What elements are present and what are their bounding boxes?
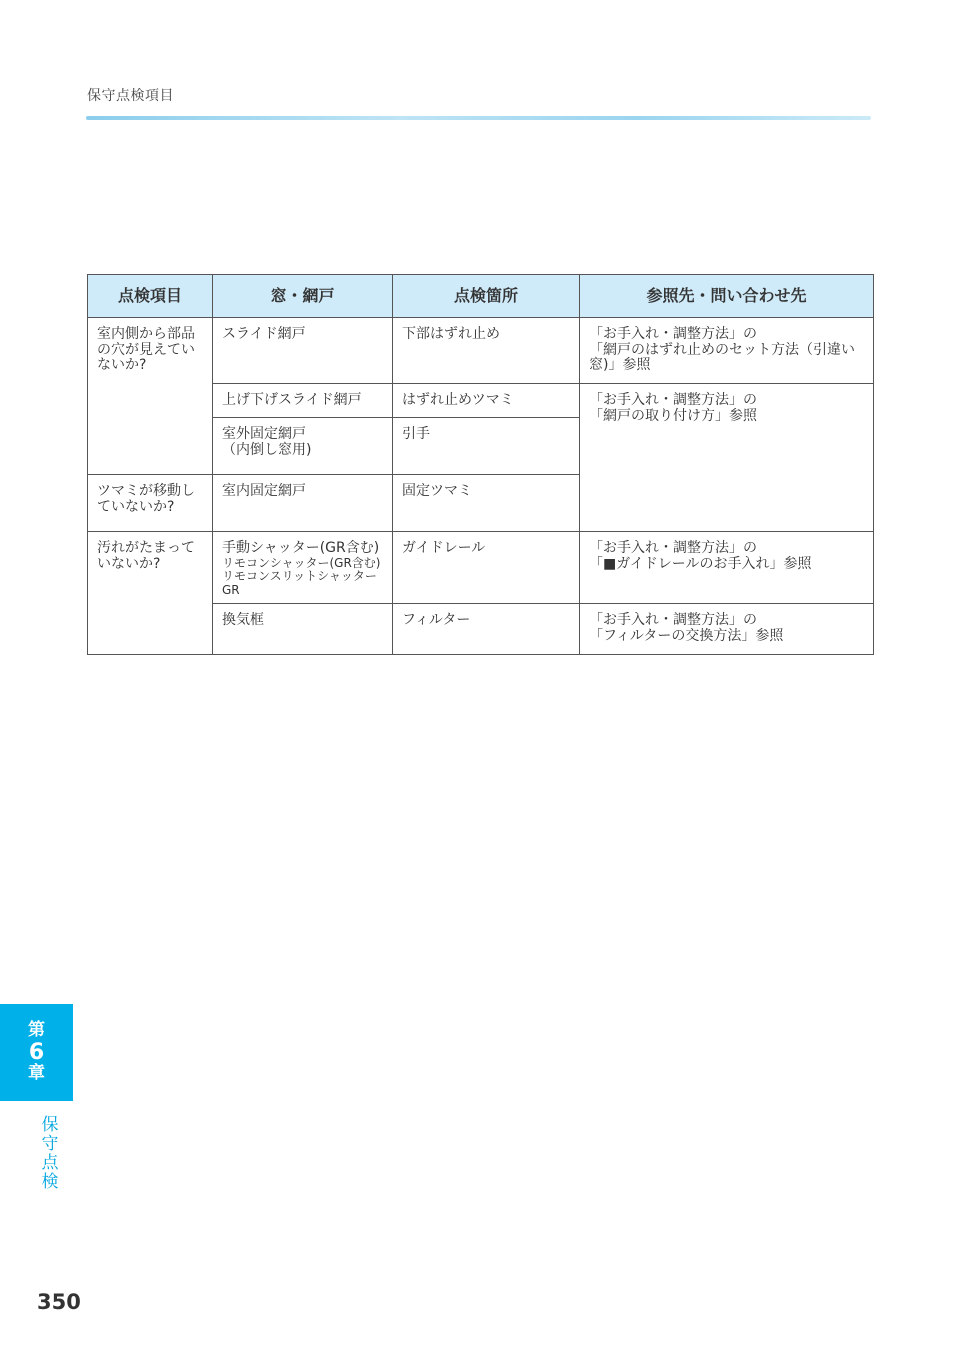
column-header-location: 点検箇所 bbox=[393, 275, 580, 318]
window-cell: 上げ下げスライド網戸 bbox=[213, 384, 393, 418]
column-header-reference: 参照先・問い合わせ先 bbox=[580, 275, 874, 318]
location-cell: フィルター bbox=[393, 603, 580, 654]
location-cell: 引手 bbox=[393, 418, 580, 475]
window-name-sub: リモコンスリットシャッターGR bbox=[222, 569, 377, 597]
column-header-window: 窓・網戸 bbox=[213, 275, 393, 318]
reference-cell: 「お手入れ・調整方法」の 「網戸のはずれ止めのセット方法（引違い窓)」参照 bbox=[580, 318, 874, 384]
window-cell bbox=[213, 532, 393, 604]
table-row bbox=[88, 532, 874, 604]
section-label: 保 守 点 検 bbox=[41, 1115, 59, 1192]
reference-cell: 「お手入れ・調整方法」の 「網戸の取り付け方」参照 bbox=[580, 384, 874, 532]
check-item-cell: 汚れがたまっていないか? bbox=[88, 532, 213, 655]
reference-cell: 「お手入れ・調整方法」の 「フィルターの交換方法」参照 bbox=[580, 603, 874, 654]
location-cell: はずれ止めツマミ bbox=[393, 384, 580, 418]
window-cell: 室外固定網戸 （内倒し窓用) bbox=[213, 418, 393, 475]
chapter-prefix: 第 bbox=[28, 1020, 45, 1041]
chapter-suffix: 章 bbox=[28, 1063, 45, 1084]
chapter-number: 6 bbox=[28, 1039, 45, 1065]
window-name-sub: リモコンシャッター(GR含む) bbox=[222, 555, 381, 570]
header-title: 保守点検項目 bbox=[87, 88, 174, 104]
column-header-item: 点検項目 bbox=[88, 275, 213, 318]
table-header-row bbox=[88, 275, 874, 318]
page-number: 350 bbox=[37, 1290, 81, 1314]
location-cell: ガイドレール bbox=[393, 532, 580, 604]
check-item-cell: ツマミが移動していないか? bbox=[88, 475, 213, 532]
location-cell: 下部はずれ止め bbox=[393, 318, 580, 384]
inspection-table bbox=[87, 274, 874, 655]
reference-cell: 「お手入れ・調整方法」の 「■ガイドレールのお手入れ」参照 bbox=[580, 532, 874, 604]
window-cell: 換気框 bbox=[213, 603, 393, 654]
window-name: 手動シャッター(GR含む) bbox=[222, 540, 380, 556]
window-cell: 室内固定網戸 bbox=[213, 475, 393, 532]
chapter-tab[interactable] bbox=[0, 1004, 73, 1101]
location-cell: 固定ツマミ bbox=[393, 475, 580, 532]
window-cell: スライド網戸 bbox=[213, 318, 393, 384]
header-divider bbox=[86, 116, 871, 120]
check-item-cell: 室内側から部品の穴が見えていないか? bbox=[88, 318, 213, 475]
table-row bbox=[88, 318, 874, 384]
